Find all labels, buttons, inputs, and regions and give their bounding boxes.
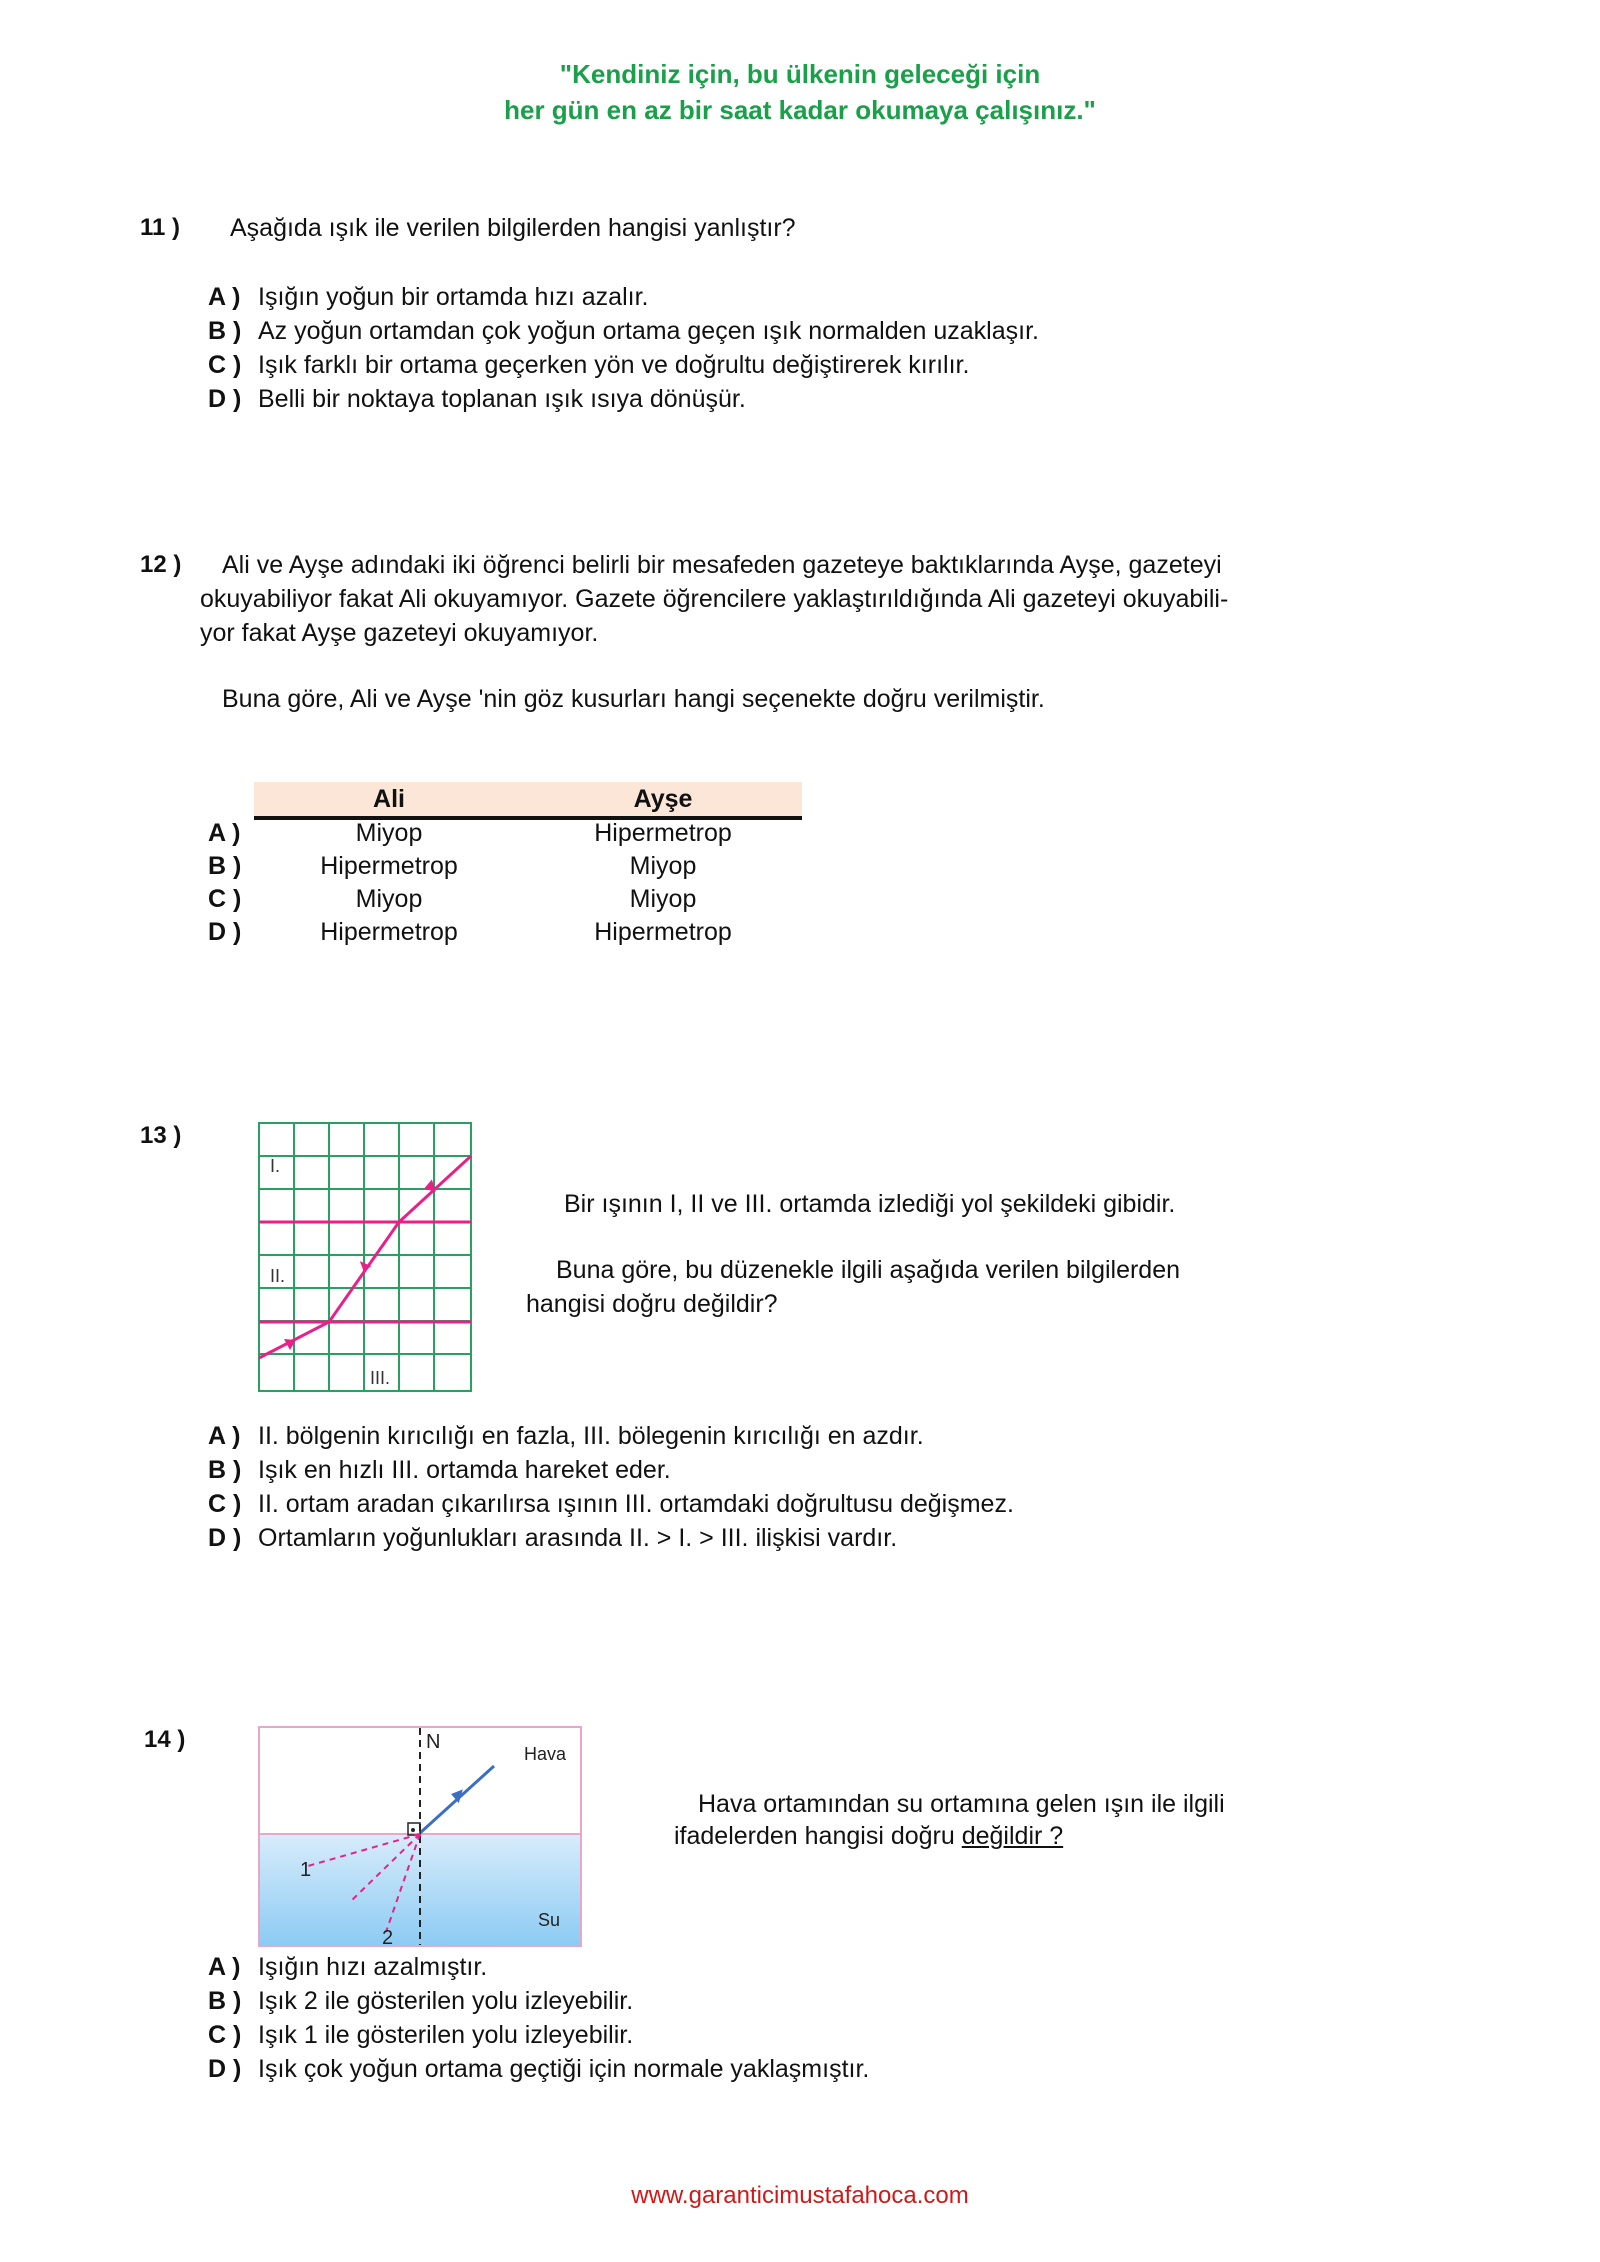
figure-description: Bir ışının I, II ve III. ortamda izlediği yol şekildeki gibidir. — [564, 1190, 1176, 1218]
cell-ayse: Miyop — [629, 885, 697, 913]
options-list — [208, 1419, 1014, 1555]
question-text-line: okuyabiliyor fakat Ali okuyamıyor. Gazete öğrencilere yaklaştırıldığında Ali gazeteyi okuyabili- — [200, 585, 1229, 613]
row-label: C ) — [208, 885, 242, 913]
row-label: A ) — [208, 819, 241, 847]
option-d[interactable]: D ) Işık çok yoğun ortama geçtiği için normale yaklaşmıştır. — [208, 2055, 870, 2083]
cell-ali: Miyop — [355, 819, 423, 847]
row-label: D ) — [208, 918, 242, 946]
medium-label-1: I. — [270, 1156, 281, 1176]
cell-ali: Hipermetrop — [320, 918, 458, 946]
question-stem: Aşağıda ışık ile verilen bilgilerden hangisi yanlıştır? — [230, 214, 796, 242]
question-stem-cont: hangisi doğru değildir? — [526, 1290, 778, 1318]
cell-ayse: Hipermetrop — [594, 918, 732, 946]
option-a[interactable]: A ) Işığın hızı azalmıştır. — [208, 1953, 488, 1981]
question-number: 12 ) — [140, 551, 182, 578]
option-b[interactable]: B ) Işık en hızlı III. ortamda hareket eder. — [208, 1456, 671, 1484]
header-line-2: her gün en az bir saat kadar okumaya çalışınız." — [504, 95, 1096, 125]
footer-website-link[interactable]: www.garanticimustafahoca.com — [631, 2182, 969, 2209]
question-text-line: yor fakat Ayşe gazeteyi okuyamıyor. — [200, 619, 599, 647]
cell-ali: Hipermetrop — [320, 852, 458, 880]
emphasis-underline: değildir ? — [961, 1822, 1064, 1850]
question-stem: Buna göre, Ali ve Ayşe 'nin göz kusurları hangi seçenekte doğru verilmiştir. — [222, 685, 1045, 713]
question-number: 14 ) — [144, 1726, 186, 1753]
question-stem: ifadelerden hangisi doğru değildir ? — [674, 1822, 1064, 1850]
question-number: 13 ) — [140, 1122, 182, 1149]
option-c[interactable]: C ) II. ortam aradan çıkarılırsa ışının III. ortamdaki doğrultusu değişmez. — [208, 1490, 1014, 1518]
water-label: Su — [538, 1910, 561, 1930]
grid-lines — [259, 1123, 471, 1391]
medium-label-3: III. — [370, 1368, 391, 1388]
option-d[interactable]: D ) Belli bir noktaya toplanan ışık ısıya dönüşür. — [208, 385, 746, 413]
question-text-line: Hava ortamından su ortamına gelen ışın ile ilgili — [698, 1790, 1225, 1818]
table-header-ayse: Ayşe — [633, 785, 693, 813]
option-c[interactable]: C ) Işık farklı bir ortama geçerken yön ve doğrultu değiştirerek kırılır. — [208, 351, 970, 379]
header-line-1: "Kendiniz için, bu ülkenin geleceği için — [559, 59, 1041, 89]
air-label: Hava — [524, 1744, 567, 1764]
option-d[interactable]: D ) Ortamların yoğunlukları arasında II. > I. > III. ilişkisi vardır. — [208, 1524, 898, 1552]
option-c[interactable]: C ) Işık 1 ile gösterilen yolu izleyebilir. — [208, 2021, 634, 2049]
option-b[interactable]: B ) Az yoğun ortamdan çok yoğun ortama geçen ışık normalden uzaklaşır. — [208, 317, 1039, 345]
normal-label: N — [426, 1731, 441, 1753]
question-stem: Buna göre, bu düzenekle ilgili aşağıda verilen bilgilerden — [556, 1256, 1181, 1284]
refraction-grid-figure — [258, 1122, 474, 1394]
row-label: B ) — [208, 852, 242, 880]
table-header-ali: Ali — [373, 785, 405, 813]
cell-ayse: Hipermetrop — [594, 819, 732, 847]
path-label-1: 1 — [300, 1859, 312, 1881]
medium-label-2: II. — [270, 1266, 286, 1286]
options-list — [208, 280, 1039, 416]
cell-ali: Miyop — [355, 885, 423, 913]
question-number: 11 ) — [140, 214, 181, 241]
option-b[interactable]: B ) Işık 2 ile gösterilen yolu izleyebilir. — [208, 1987, 634, 2015]
header-quote — [0, 56, 1600, 128]
option-a[interactable]: A ) II. bölgenin kırıcılığı en fazla, III. bölegenin kırıcılığı en azdır. — [208, 1422, 924, 1450]
options-list — [208, 1950, 869, 2086]
air-water-refraction-figure — [258, 1726, 584, 1948]
option-a[interactable]: A ) Işığın yoğun bir ortamda hızı azalır. — [208, 283, 649, 311]
question-text-line: Ali ve Ayşe adındaki iki öğrenci belirli bir mesafeden gazeteye baktıklarında Ayşe, gazeteyi — [222, 551, 1222, 579]
path-label-2: 2 — [382, 1927, 394, 1948]
cell-ayse: Miyop — [629, 852, 697, 880]
incidence-point — [411, 1828, 415, 1832]
